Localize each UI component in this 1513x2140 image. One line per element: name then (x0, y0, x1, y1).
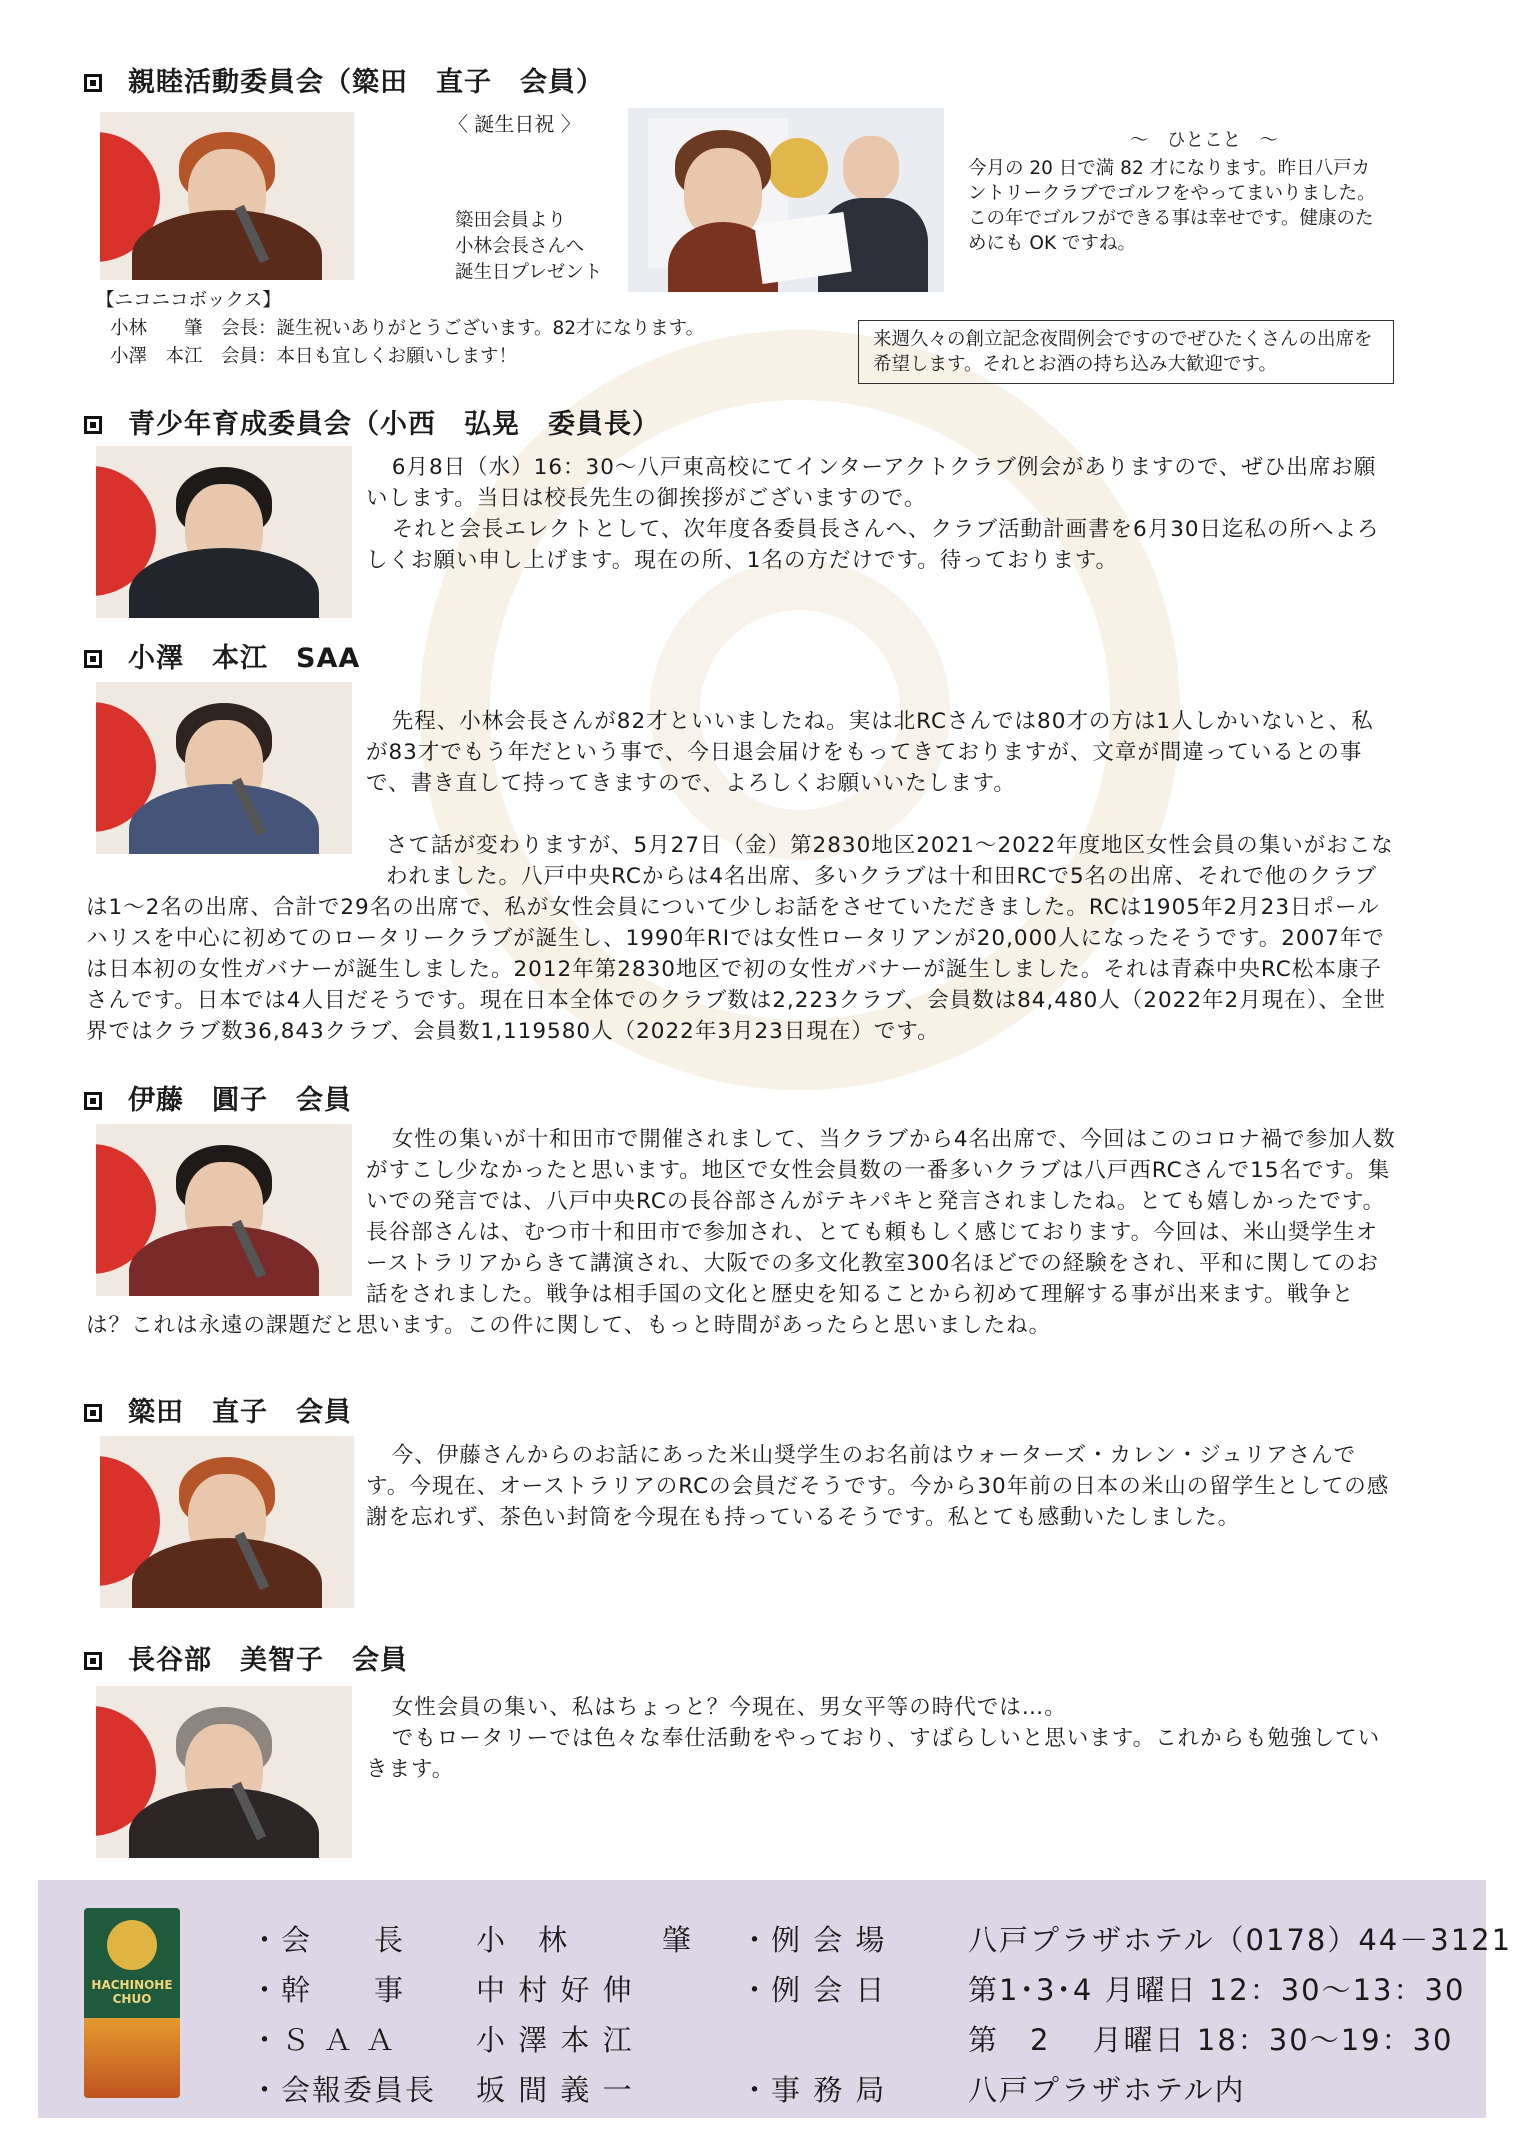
ozawa-para-2 (86, 830, 1396, 1047)
heading-text: 小澤 本江 SAA (128, 643, 361, 674)
heading-text: 伊藤 圓子 会員 (128, 1085, 352, 1116)
photo-hasebe (96, 1686, 352, 1858)
footer-name: 中 村 好 伸 (476, 1973, 634, 2007)
birthday-label: 〈 誕生日祝 〉 (448, 112, 581, 136)
rotary-wheel-icon (107, 1920, 157, 1970)
footer-role: ・幹 事 (250, 1973, 406, 2007)
bullet-square-icon (84, 1652, 102, 1670)
heading-text: 親睦活動委員会（簗田 直子 会員） (128, 67, 604, 98)
club-banner-logo (84, 1908, 180, 2098)
photo-yanada-2 (100, 1436, 354, 1608)
nikoniko-title: 【ニコニコボックス】 (96, 290, 281, 311)
photo-birthday-present (628, 108, 944, 292)
section-heading-yanada (84, 1390, 352, 1429)
footer-value: 第1･3･4 月曜日 12：30～13：30 (968, 1973, 1466, 2007)
footer-role: ・会 長 (250, 1923, 406, 1957)
nikoniko-line: 小澤 本江 会員：本日も宜しくお願いします！ (110, 346, 518, 367)
footer-name: 坂 間 義 一 (476, 2073, 634, 2107)
nikoniko-line: 小林 肇 会長：誕生祝いありがとうございます。82才になります。 (110, 318, 705, 339)
photo-yanada (100, 112, 354, 280)
yanada-para: 今、伊藤さんからのお話にあった米山奨学生のお名前はウォーターズ・カレン・ジュリアさんです。今現在、オーストラリアのRCの会員だそうです。今から30年前の日本の米山の留学生としての感謝を忘れず、茶色い封筒を今現在も持っているそうです。私とても感動いたしました。 (366, 1443, 1390, 1530)
heading-text: 簗田 直子 会員 (128, 1397, 352, 1428)
footer-value: 八戸プラザホテル内 (968, 2073, 1246, 2107)
footer-name: 小 澤 本 江 (476, 2023, 634, 2057)
section-heading-ozawa (84, 636, 360, 675)
caption-line: 誕生日プレゼント (455, 262, 603, 283)
section-heading-ito (84, 1078, 352, 1117)
heading-text: 青少年育成委員会（小西 弘晃 委員長） (128, 409, 660, 440)
banner-art (84, 2018, 180, 2098)
photo-ozawa (96, 682, 352, 854)
photo-konishi (96, 446, 352, 618)
youth-para-2: それと会長エレクトとして、次年度各委員長さんへ、クラブ活動計画書を6月30日迄私の所へよろしくお願い申し上げます。現在の所、1名の方だけです。待っております。 (366, 517, 1380, 573)
club-info-footer (38, 1880, 1513, 2118)
section-heading-hasebe (84, 1638, 408, 1677)
footer-value: 第 2 月曜日 18：30～19：30 (968, 2023, 1454, 2057)
hasebe-para-1: 女性会員の集い、私はちょっと？今現在、男女平等の時代では…。 (391, 1695, 1067, 1720)
banner-text: HACHINOHE CHUO (91, 1978, 173, 2006)
ozawa-para-2-text: さて話が変わりますが、5月27日（金）第2830地区2021～2022年度地区女性会員の集いがおこなわれました。八戸中央RCからは4名出席、多いクラブは十和田RCで5名の出席、それで他のクラブは1～2名の出席、合計で29名の出席で、私が女性会員について少しお話をさせていただきました。RCは1905年2月23日ポールハリスを中心に初めてのロータリークラブが誕生し、1990年RIでは女性ロータリアンが20,000人になったそうです。2007年では日本初の女性ガバナーが誕生しました。2012年第2830地区で初の女性ガバナーが誕生しました。それは青森中央RC松本康子さんです。日本では4人目だそうです。現在日本全体でのクラブ数は2,223クラブ、会員数は84,480人（2022年2月現在）、全世界ではクラブ数36,843クラブ、会員数1,119580人（2022年3月23日現在）です。 (86, 833, 1394, 1044)
caption-line: 小林会長さんへ (455, 236, 585, 257)
bullet-square-icon (84, 1092, 102, 1110)
bullet-square-icon (84, 74, 102, 92)
hasebe-para-2: でもロータリーでは色々な奉仕活動をやっており、すばらしいと思います。これからも勉強していきます。 (366, 1726, 1381, 1782)
section-heading-youth (84, 402, 660, 441)
bullet-square-icon (84, 1404, 102, 1422)
ozawa-para-1: 先程、小林会長さんが82才といいましたね。実は北RCさんでは80才の方は1人しかいないと、私が83才でもう年だという事で、今日退会届けをもってきておりますが、文章が間違っているとの事で、書き直して持ってきますので、よろしくお願いいたします。 (366, 709, 1374, 796)
footer-key: ・事 務 局 (740, 2073, 887, 2107)
float-spacer (86, 830, 386, 861)
hitokoto-title: ～ ひとこと ～ (1130, 130, 1279, 151)
ito-para-text: 女性の集いが十和田市で開催されまして、当クラブから4名出席で、今回はこのコロナ禍で参加人数がすこし少なかったと思います。地区で女性会員数の一番多いクラブは八戸西RCさんで15名です。集いでの発言では、八戸中央RCの長谷部さんがテキパキと発言されましたね。とても嬉しかったです。長谷部さんは、むつ市十和田市で参加され、とても頼もしく感じております。今回は、米山奨学生オーストラリアからきて講演され、大阪での多文化教室300名ほどでの経験をされ、平和に関してのお話をされました。戦争は相手国の文化と歴史を知ることから初めて理解する事が出来ます。戦争とは？これは永遠の課題だと思います。この件に関して、もっと時間があったらと思いましたね。 (86, 1127, 1396, 1338)
bullet-square-icon (84, 416, 102, 434)
footer-name: 小 林 肇 (476, 1923, 694, 1957)
notice-box: 来週久々の創立記念夜間例会ですのでぜひたくさんの出席を希望します。それとお酒の持ち込み大歓迎です。 (858, 320, 1394, 384)
footer-value: 八戸プラザホテル（0178）44－3121 (968, 1923, 1513, 1957)
caption-line: 簗田会員より (455, 210, 567, 231)
footer-role: ・Ｓ Ａ Ａ (250, 2023, 397, 2057)
photo-caption (455, 208, 602, 286)
footer-key: ・例 会 場 (740, 1923, 887, 1957)
float-spacer (86, 1124, 366, 1310)
bullet-square-icon (84, 650, 102, 668)
hitokoto-text: 今月の 20 日で満 82 才になります。昨日八戸カントリークラブでゴルフをやってまいりました。この年でゴルフができる事は幸せです。健康のためにも OK ですね。 (968, 158, 1376, 254)
float-spacer (86, 861, 386, 892)
heading-text: 長谷部 美智子 会員 (128, 1645, 408, 1676)
youth-para-1: 6月8日（水）16：30～八戸東高校にてインターアクトクラブ例会がありますので、ぜひ出席お願いします。当日は校長先生の御挨拶がございますので。 (366, 455, 1377, 511)
ito-para (86, 1124, 1396, 1341)
footer-role: ・会報委員長 (250, 2073, 437, 2107)
section-heading-friendship (84, 60, 604, 99)
footer-key: ・例 会 日 (740, 1973, 887, 2007)
